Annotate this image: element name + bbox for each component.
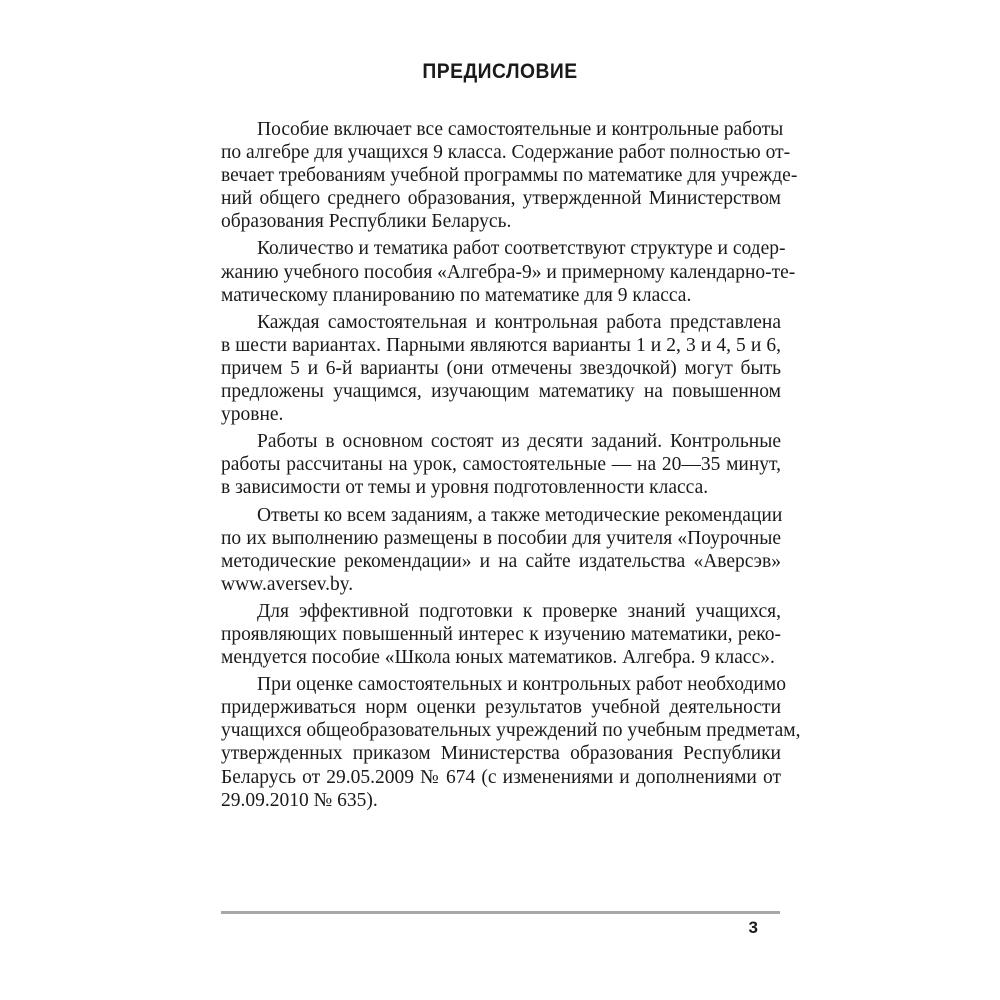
paragraph — [221, 430, 781, 499]
paragraph — [221, 118, 798, 233]
paragraph — [221, 237, 796, 306]
paragraph — [221, 504, 781, 596]
paragraph-line: методические рекомендации» и на сайте издательства «Аверсэв» — [221, 550, 781, 572]
paragraph-line: Ответы ко всем заданиям, а также методические рекомендации — [257, 504, 783, 526]
paragraph — [221, 600, 781, 669]
paragraph-line: Беларусь от 29.05.2009 № 674 (с изменениями и дополнениями от — [221, 766, 781, 788]
paragraph-line: образования Республики Беларусь. — [221, 211, 512, 233]
page-title: ПРЕДИСЛОВИЕ — [422, 60, 578, 83]
paragraph-line: Каждая самостоятельная и контрольная работа представлена — [257, 311, 781, 333]
paragraph-line: предложены учащимся, изучающим математику на повышенном — [221, 381, 781, 403]
paragraph-line: уровне. — [221, 404, 284, 426]
paragraph-line: утвержденных приказом Министерства образования Республики — [221, 743, 781, 765]
paragraph-line: мендуется пособие «Школа юных математиков. Алгебра. 9 класс». — [221, 647, 775, 669]
paragraph-line: www.aversev.by. — [221, 573, 354, 595]
page-number: 3 — [748, 918, 758, 937]
document-body — [221, 118, 801, 816]
paragraph-line: по их выполнению размещены в пособии для учителя «Поурочные — [221, 527, 781, 549]
paragraph-line: учащихся общеобразовательных учреждений по учебным предметам, — [221, 720, 801, 742]
footer-divider — [221, 911, 780, 914]
paragraph-line: Количество и тематика работ соответствуют структуре и содер- — [257, 238, 786, 260]
paragraph-line: При оценке самостоятельных и контрольных работ необходимо — [257, 674, 786, 696]
paragraph-line: Пособие включает все самостоятельные и контрольные работы — [257, 119, 784, 140]
paragraph-line: в шести вариантах. Парными являются варианты 1 и 2, 3 и 4, 5 и 6, — [221, 334, 781, 356]
paragraph-line: придерживаться норм оценки результатов учебной деятельности — [221, 697, 781, 719]
paragraph-line: в зависимости от темы и уровня подготовленности класса. — [221, 477, 709, 499]
paragraph-line: жанию учебного пособия «Алгебра-9» и примерному календарно-те- — [221, 261, 796, 283]
paragraph-line: причем 5 и 6-й варианты (они отмечены звездочкой) могут быть — [221, 357, 781, 379]
paragraph-line: 29.09.2010 № 635). — [221, 789, 378, 811]
paragraph-line: ний общего среднего образования, утвержденной Министерством — [221, 188, 781, 210]
paragraph-line: работы рассчитаны на урок, самостоятельные — на 20—35 минут, — [221, 454, 781, 476]
paragraph-line: проявляющих повышенный интерес к изучению математики, реко- — [221, 623, 781, 645]
paragraph-line: по алгебре для учащихся 9 класса. Содержание работ полностью от- — [221, 142, 791, 164]
paragraph — [221, 673, 801, 812]
paragraph — [221, 311, 781, 426]
paragraph-line: Работы в основном состоят из десяти заданий. Контрольные — [257, 431, 781, 453]
paragraph-line: матическому планированию по математике для 9 класса. — [221, 284, 692, 306]
paragraph-line: Для эффективной подготовки к проверке знаний учащихся, — [257, 600, 781, 622]
paragraph-line: вечает требованиям учебной программы по математике для учрежде- — [221, 165, 798, 187]
